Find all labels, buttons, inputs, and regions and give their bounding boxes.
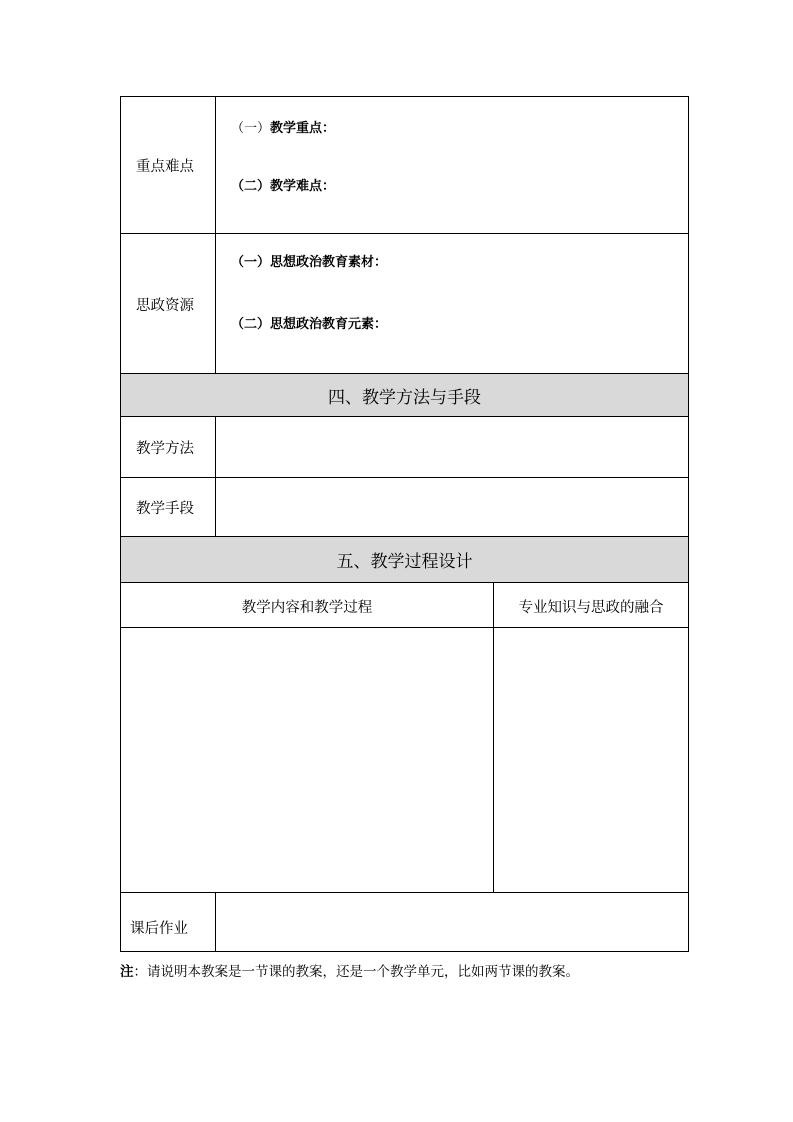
column-divider xyxy=(215,416,216,537)
row-divider xyxy=(120,582,689,583)
lesson-plan-table xyxy=(120,96,689,952)
row-divider xyxy=(120,416,689,417)
key-points-label: 重点难点 xyxy=(136,159,194,175)
section-5-heading: 五、教学过程设计 xyxy=(121,537,688,582)
homework-label: 课后作业 xyxy=(130,921,188,937)
teaching-methods-label: 教学方法 xyxy=(136,441,194,457)
column-divider xyxy=(215,96,216,374)
row-divider xyxy=(120,233,689,234)
section-4-heading: 四、教学方法与手段 xyxy=(121,374,688,416)
note-text: ：请说明本教案是一节课的教案，还是一个教学单元，比如两节课的教案。 xyxy=(133,964,579,980)
key-points-item-1 xyxy=(231,117,335,136)
note-key: 注 xyxy=(120,964,134,980)
ideology-item-2: （二）思想政治教育元素： xyxy=(231,317,388,332)
row-divider xyxy=(120,892,689,893)
teaching-means-label: 教学手段 xyxy=(136,501,194,517)
column-divider xyxy=(493,582,494,893)
row-divider xyxy=(120,477,689,478)
item-text: 教学难点： xyxy=(270,179,336,194)
item-number: （一） xyxy=(231,121,271,136)
key-points-item-2 xyxy=(231,175,335,194)
column-divider xyxy=(215,892,216,952)
footnote xyxy=(120,960,579,980)
content-process-header: 教学内容和教学过程 xyxy=(241,600,373,616)
row-divider xyxy=(120,627,689,628)
item-text: 教学重点： xyxy=(270,121,336,136)
ideology-label: 思政资源 xyxy=(136,298,194,314)
ideology-item-1: （一）思想政治教育素材： xyxy=(231,255,388,270)
integration-header: 专业知识与思政的融合 xyxy=(518,600,664,616)
item-number: （二） xyxy=(231,179,271,194)
